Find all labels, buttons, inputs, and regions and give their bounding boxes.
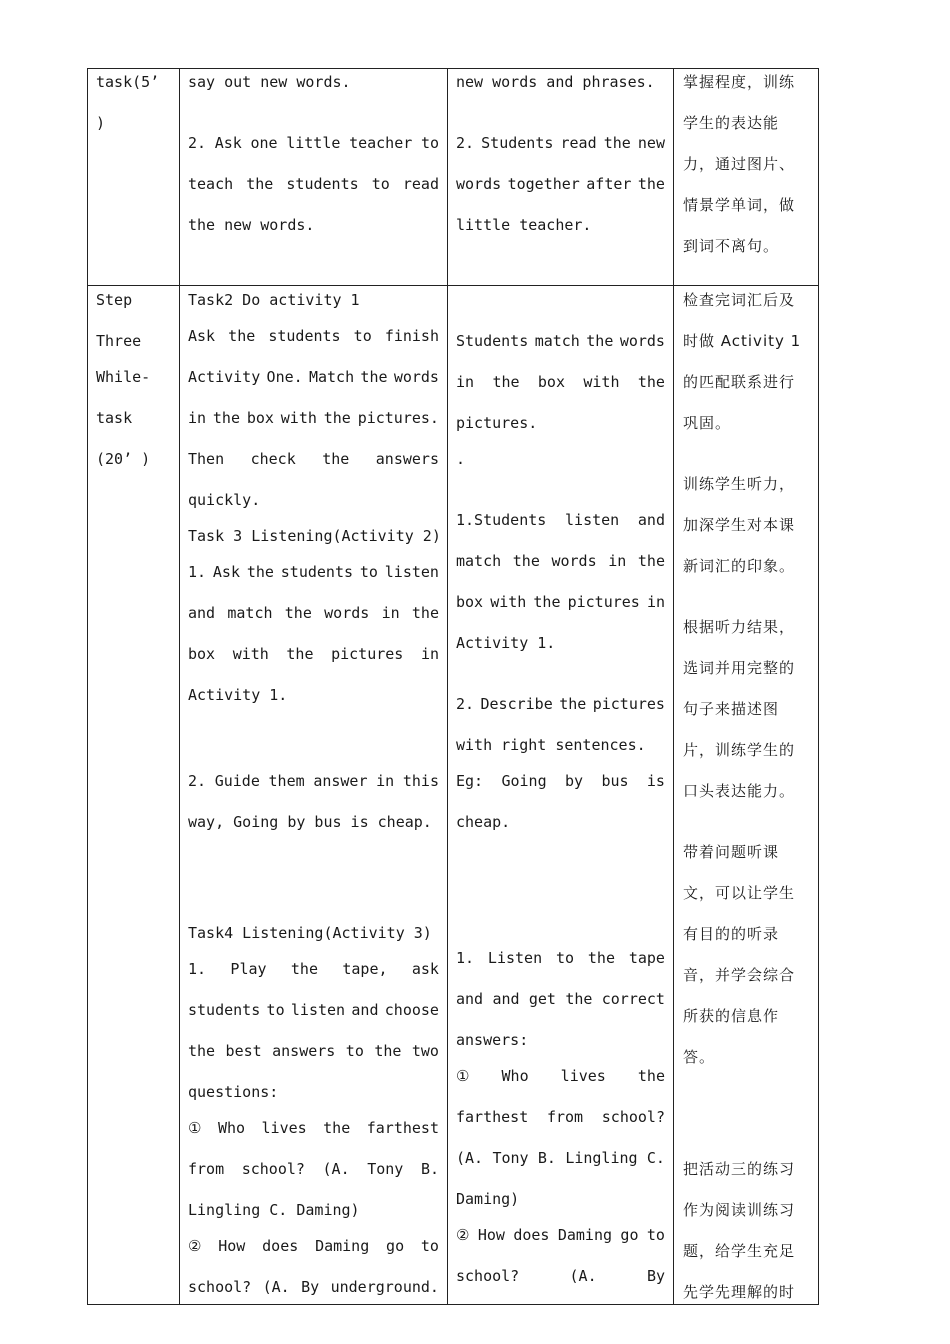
cell-text: Activity 1. <box>188 686 288 704</box>
cell-text: 情景学单词，做 <box>683 196 796 214</box>
cell-text: in the box with the <box>456 373 665 391</box>
cell-text: with right sentences. <box>456 736 646 754</box>
cell-text: school? (A. By <box>456 1267 665 1285</box>
cell-text: 巩固。 <box>683 414 732 432</box>
cell-text: 1.Students listen and <box>456 511 665 529</box>
cell-text: 音，并学会综合 <box>683 966 796 984</box>
cell-text: 口头表达能力。 <box>683 782 796 800</box>
cell-text: Lingling C. Daming) <box>188 1201 360 1219</box>
cell-text: . <box>456 450 466 468</box>
cell-text: 时做 Activity 1 <box>683 332 802 350</box>
cell-text: box with the pictures in <box>188 645 439 663</box>
cell-text: 1. Listen to the tape <box>456 949 665 967</box>
cell-text: 的匹配联系进行 <box>683 373 796 391</box>
cell-text: Activity One. Match the words <box>188 368 439 386</box>
cell-text: 加深学生对本课 <box>683 516 796 534</box>
cell-text: 作为阅读训练习 <box>683 1201 796 1219</box>
cell-text: 训练学生听力， <box>683 475 796 493</box>
cell-text: questions: <box>188 1083 279 1101</box>
cell-text: Eg: Going by bus is <box>456 772 665 790</box>
cell-text: school? (A. By underground. <box>188 1278 439 1296</box>
cell-text: Activity 1. <box>456 634 556 652</box>
cell-text: words together after the <box>456 175 665 193</box>
row-divider <box>87 285 819 286</box>
cell-text: 2. Describe the pictures <box>456 695 665 713</box>
cell-text: Daming) <box>456 1190 520 1208</box>
table-border-left <box>87 68 88 1305</box>
cell-text: pictures. <box>456 414 538 432</box>
cell-text: little teacher. <box>456 216 592 234</box>
cell-text: 检查完词汇后及 <box>683 291 796 309</box>
cell-text: Students match the words <box>456 332 665 350</box>
cell-text: way, Going by bus is cheap. <box>188 813 432 831</box>
cell-text: 答。 <box>683 1048 716 1066</box>
cell-text: ① Who lives the <box>456 1067 665 1085</box>
column-divider-1 <box>179 68 180 1305</box>
cell-text: 新词汇的印象。 <box>683 557 796 575</box>
column-divider-2 <box>447 68 448 1305</box>
cell-text: 选词并用完整的 <box>683 659 796 677</box>
cell-text: ② How does Daming go to <box>188 1237 439 1255</box>
cell-text: Task4 Listening(Activity 3) <box>188 924 432 942</box>
cell-text: and and get the correct <box>456 990 665 1008</box>
table-border-top <box>87 68 819 69</box>
cell-text: Task2 Do activity 1 <box>188 291 360 309</box>
cell-text: 2. Students read the new <box>456 134 665 152</box>
cell-text: say out new words. <box>188 73 351 91</box>
cell-text: cheap. <box>456 813 511 831</box>
cell-text: 句子来描述图 <box>683 700 780 718</box>
cell-text: 所获的信息作 <box>683 1007 780 1025</box>
cell-text: box with the pictures in <box>456 593 665 611</box>
cell-text: the best answers to the two <box>188 1042 439 1060</box>
cell-text: 2. Ask one little teacher to <box>188 134 439 152</box>
cell-text: 1. Play the tape, ask <box>188 960 439 978</box>
column-divider-3 <box>673 68 674 1305</box>
table-border-right <box>818 68 819 1305</box>
cell-text: 1. Ask the students to listen <box>188 563 439 581</box>
cell-text: Step <box>96 291 133 309</box>
cell-text: 先学先理解的时 <box>683 1283 796 1301</box>
cell-text: 力，通过图片、 <box>683 155 796 173</box>
cell-text: (20’ ) <box>96 450 151 468</box>
cell-text: match the words in the <box>456 552 665 570</box>
cell-text: task <box>96 409 133 427</box>
cell-text: Task 3 Listening(Activity 2) <box>188 527 441 545</box>
cell-text: Ask the students to finish <box>188 327 439 345</box>
cell-text: Three <box>96 332 142 350</box>
cell-text: 片，训练学生的 <box>683 741 796 759</box>
cell-text: from school? (A. Tony B. <box>188 1160 439 1178</box>
cell-text: 有目的的听录 <box>683 925 780 943</box>
cell-text: and match the words in the <box>188 604 439 622</box>
cell-text: farthest from school? <box>456 1108 665 1126</box>
cell-text: 把活动三的练习 <box>683 1160 796 1178</box>
table-border-bottom <box>87 1304 819 1305</box>
cell-text: 根据听力结果， <box>683 618 796 636</box>
cell-text: in the box with the pictures. <box>188 409 439 427</box>
cell-text: 掌握程度，训练 <box>683 73 796 91</box>
cell-text: Then check the answers <box>188 450 439 468</box>
cell-text: 文，可以让学生 <box>683 884 796 902</box>
cell-text: 2. Guide them answer in this <box>188 772 439 790</box>
cell-text: the new words. <box>188 216 315 234</box>
cell-text: 题，给学生充足 <box>683 1242 796 1260</box>
cell-text: new words and phrases. <box>456 73 655 91</box>
cell-text: task(5’ <box>96 73 160 91</box>
cell-text: 到词不离句。 <box>683 237 780 255</box>
cell-text: students to listen and choose <box>188 1001 439 1019</box>
cell-text: ① Who lives the farthest <box>188 1119 439 1137</box>
cell-text: answers: <box>456 1031 529 1049</box>
cell-text: ) <box>96 114 106 132</box>
cell-text: teach the students to read <box>188 175 439 193</box>
cell-text: While- <box>96 368 151 386</box>
cell-text: quickly. <box>188 491 261 509</box>
cell-text: 带着问题听课 <box>683 843 780 861</box>
cell-text: 学生的表达能 <box>683 114 780 132</box>
cell-text: ② How does Daming go to <box>456 1226 665 1244</box>
cell-text: (A. Tony B. Lingling C. <box>456 1149 665 1167</box>
